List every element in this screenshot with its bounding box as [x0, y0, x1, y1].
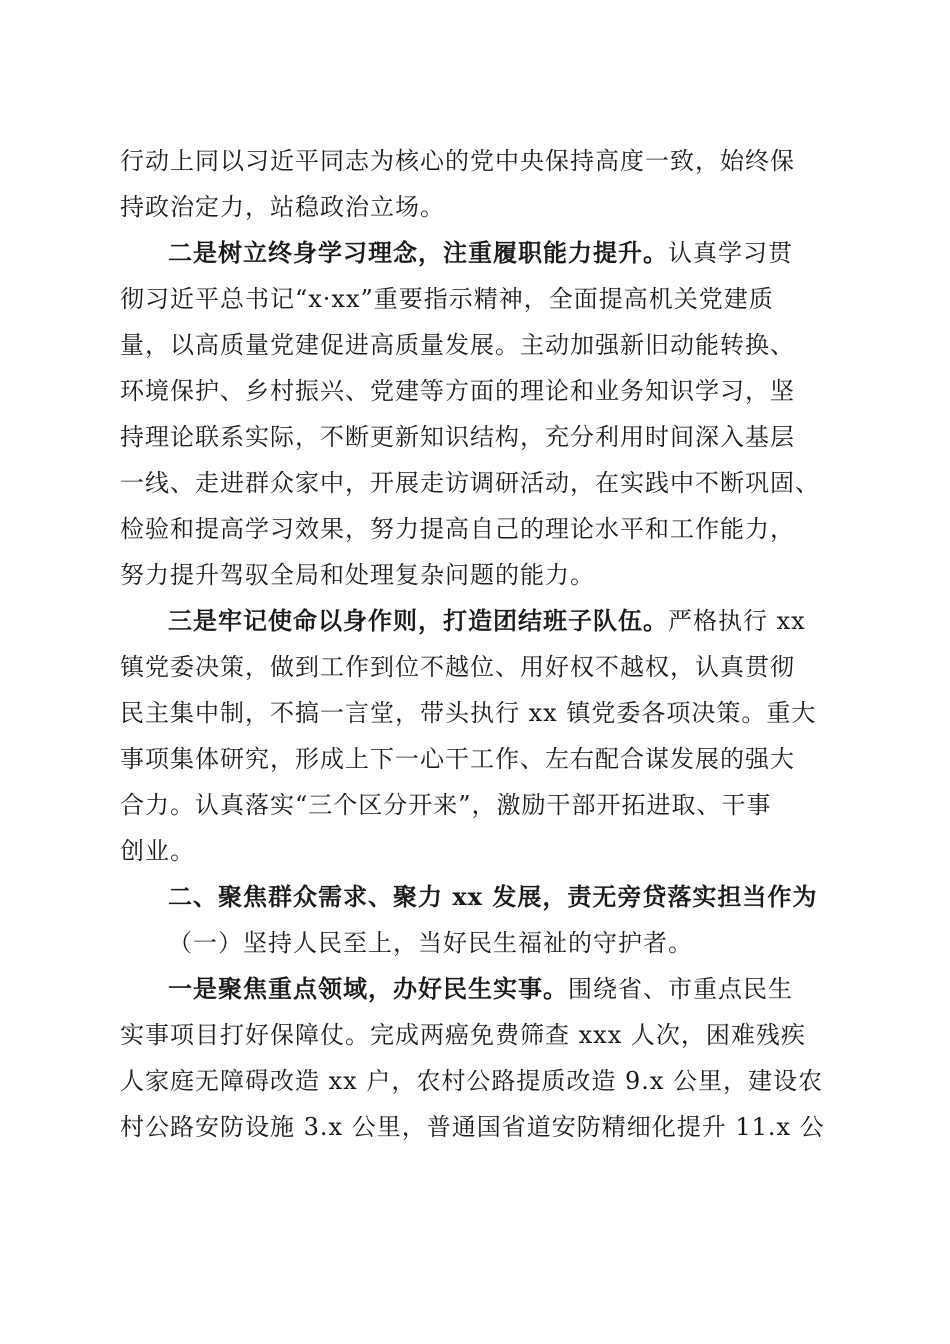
paragraph-line	[168, 606, 806, 636]
text-line: 努力提升驾驭全局和处理复杂问题的能力。	[120, 561, 595, 589]
text-line: 镇党委决策，做到工作到位不越位、用好权不越权，认真贯彻	[120, 653, 795, 681]
text-line: 持政治定力，站稳政治立场。	[120, 193, 445, 221]
text-line: 一线、走进群众家中，开展走访调研活动，在实践中不断巩固、	[120, 469, 820, 497]
text-line: 行动上同以习近平同志为核心的党中央保持高度一致，始终保	[120, 147, 795, 175]
text-line: 创业。	[120, 837, 195, 865]
paragraph-text: 认真学习贯	[668, 239, 793, 267]
paragraph-text: 围绕省、市重点民生	[568, 975, 793, 1003]
text-line: 持理论联系实际，不断更新知识结构，充分利用时间深入基层	[120, 423, 795, 451]
text-line: 彻习近平总书记“x·xx”重要指示精神，全面提高机关党建质	[120, 285, 774, 313]
paragraph-heading: 二是树立终身学习理念，注重履职能力提升。	[168, 238, 668, 267]
paragraph-heading: 一是聚焦重点领域，办好民生实事。	[168, 974, 568, 1003]
text-line: 合力。认真落实“三个区分开来”，激励干部开拓进取、干事	[120, 791, 772, 819]
subsection-heading: （一）坚持人民至上，当好民生福祉的守护者。	[168, 929, 693, 957]
text-line: 检验和提高学习效果，努力提高自己的理论水平和工作能力，	[120, 515, 795, 543]
paragraph-heading: 三是牢记使命以身作则，打造团结班子队伍。	[168, 606, 668, 635]
text-line: 量，以高质量党建促进高质量发展。主动加强新旧动能转换、	[120, 331, 795, 359]
paragraph-line	[168, 238, 793, 268]
paragraph-text: 严格执行 xx	[668, 607, 806, 635]
paragraph-line	[168, 974, 793, 1004]
text-line: 事项集体研究，形成上下一心干工作、左右配合谋发展的强大	[120, 745, 795, 773]
text-line: 人家庭无障碍改造 xx 户，农村公路提质改造 9.x 公里，建设农	[120, 1067, 824, 1095]
text-line: 环境保护、乡村振兴、党建等方面的理论和业务知识学习，坚	[120, 377, 795, 405]
section-heading: 二、聚焦群众需求、聚力 xx 发展，责无旁贷落实担当作为	[168, 882, 818, 911]
text-line: 村公路安防设施 3.x 公里，普通国省道安防精细化提升 11.x 公	[120, 1113, 825, 1141]
text-line: 民主集中制，不搞一言堂，带头执行 xx 镇党委各项决策。重大	[120, 699, 817, 727]
text-line: 实事项目打好保障仗。完成两癌免费筛查 xxx 人次，困难残疾	[120, 1021, 806, 1049]
